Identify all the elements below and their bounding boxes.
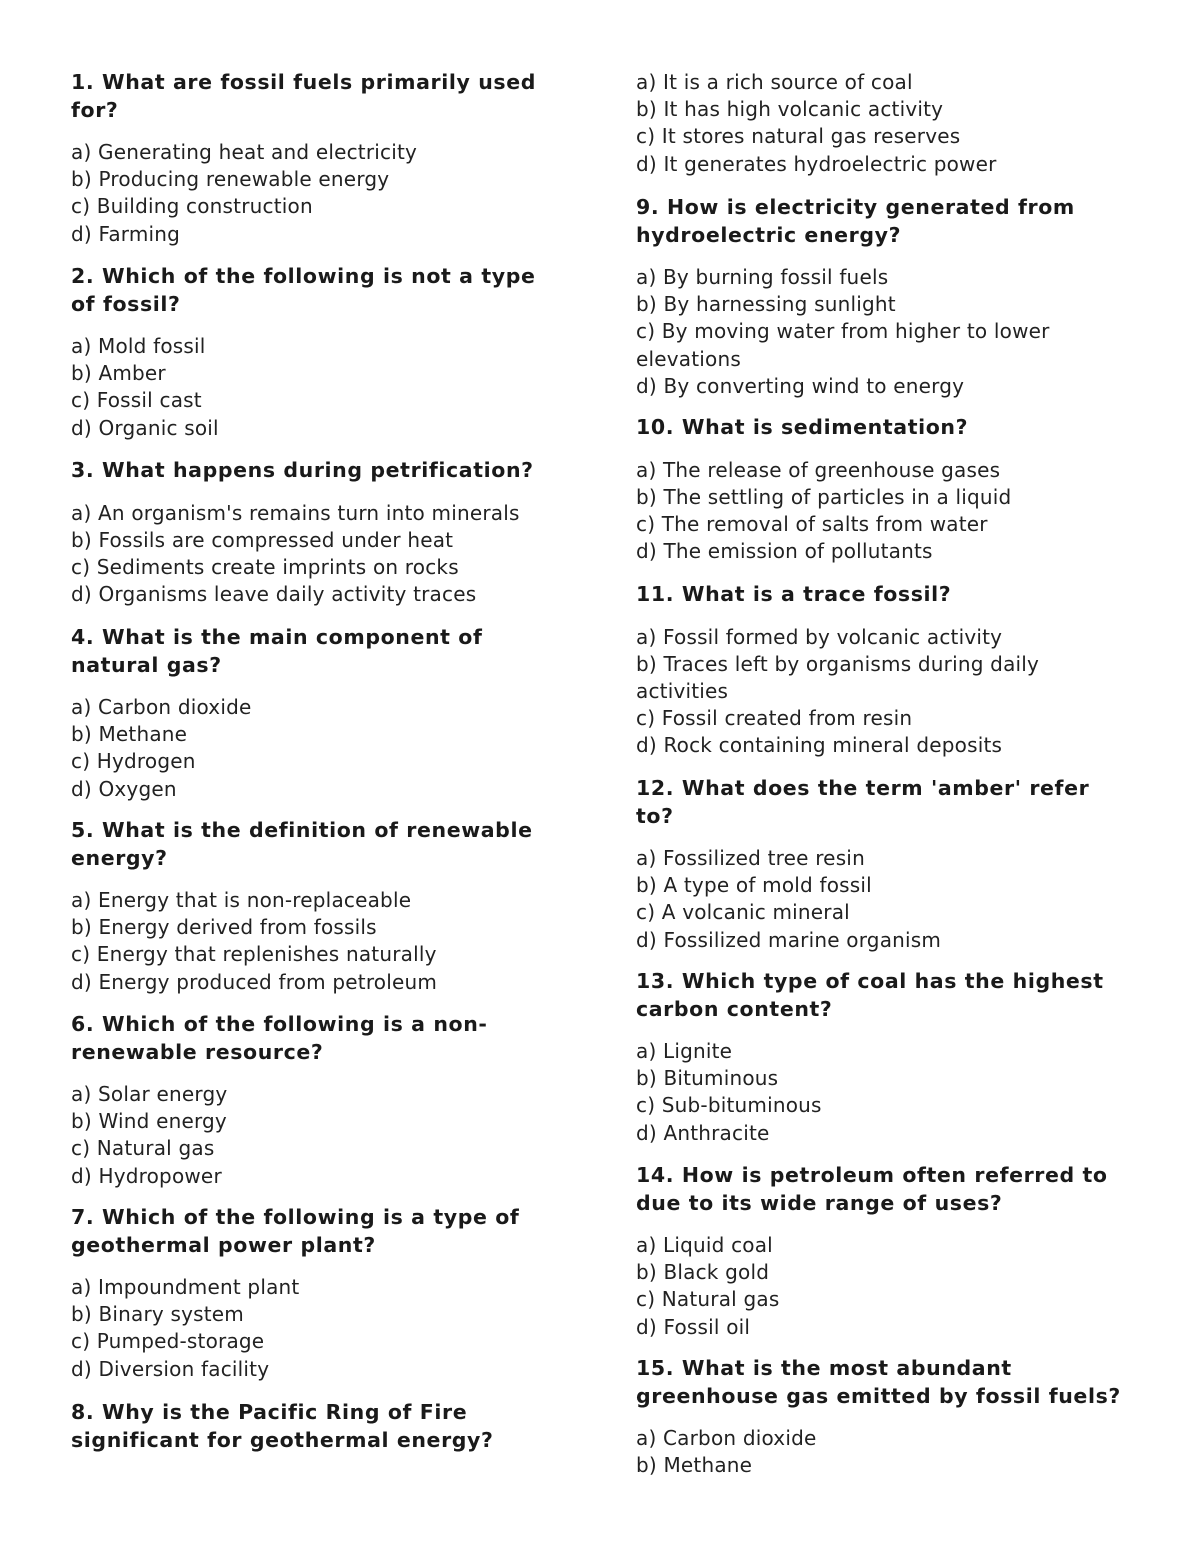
option: d) Diversion facility <box>71 1356 270 1381</box>
option: a) The release of greenhouse gases <box>636 457 1001 482</box>
option: d) Farming <box>71 221 181 246</box>
option: b) Energy derived from fossils <box>71 915 377 940</box>
option: d) Organic soil <box>71 415 219 440</box>
option: c) By moving water from higher to lower elevations <box>636 319 1050 371</box>
option: b) Traces left by organisms during daily activities <box>636 651 1040 703</box>
option: d) Anthracite <box>636 1120 770 1145</box>
question-title: 13. Which type of coal has the highest carbon content? <box>636 969 1104 1021</box>
option: d) Organisms leave daily activity traces <box>71 582 477 607</box>
question-title: 10. What is sedimentation? <box>636 415 969 439</box>
option: b) Amber <box>71 361 166 386</box>
option: c) Sediments create imprints on rocks <box>71 554 459 579</box>
option: a) Impoundment plant <box>71 1275 300 1299</box>
option: a) Mold fossil <box>71 334 206 358</box>
option: a) Fossilized tree resin <box>636 846 865 870</box>
option: a) Carbon dioxide <box>71 695 252 719</box>
question-13 <box>636 968 1131 1147</box>
question-6 <box>71 1011 561 1190</box>
option: b) Methane <box>636 1453 753 1478</box>
option: b) Wind energy <box>71 1109 227 1134</box>
question-7 <box>71 1204 561 1383</box>
option: d) The emission of pollutants <box>636 539 933 564</box>
question-title: 2. Which of the following is not a type of fossil? <box>71 264 536 316</box>
option: c) A volcanic mineral <box>636 900 850 925</box>
question-title: 12. What does the term 'amber' refer to? <box>636 776 1090 828</box>
option: d) Oxygen <box>71 776 177 801</box>
question-8-options <box>636 69 1131 178</box>
question-title: 6. Which of the following is a non-renewable resource? <box>71 1012 488 1064</box>
option: b) Producing renewable energy <box>71 167 390 192</box>
option: c) Building construction <box>71 194 313 219</box>
option: b) By harnessing sunlight <box>636 292 896 317</box>
option: b) Bituminous <box>636 1066 779 1091</box>
option: b) Fossils are compressed under heat <box>71 527 454 552</box>
question-4 <box>71 624 561 803</box>
option: c) Natural gas <box>636 1287 780 1312</box>
question-10 <box>636 414 1131 565</box>
option: c) Pumped-storage <box>71 1329 265 1354</box>
question-title: 1. What are fossil fuels primarily used for? <box>71 70 536 122</box>
option: c) Fossil created from resin <box>636 706 913 731</box>
option: c) Sub-bituminous <box>636 1093 822 1118</box>
option: d) Hydropower <box>71 1163 222 1188</box>
option: d) Fossil oil <box>636 1314 751 1339</box>
question-title: 8. Why is the Pacific Ring of Fire significant for geothermal energy? <box>71 1400 494 1452</box>
option: d) Energy produced from petroleum <box>71 969 438 994</box>
question-title: 9. How is electricity generated from hydroelectric energy? <box>636 195 1075 247</box>
option: a) Liquid coal <box>636 1233 773 1257</box>
option: b) Methane <box>71 722 188 747</box>
question-2 <box>71 263 561 442</box>
option: d) Fossilized marine organism <box>636 927 942 952</box>
option: c) Fossil cast <box>71 388 202 413</box>
option: c) Hydrogen <box>71 749 196 774</box>
question-title: 3. What happens during petrification? <box>71 458 534 482</box>
option: c) The removal of salts from water <box>636 511 988 536</box>
question-5 <box>71 817 561 996</box>
option: a) Energy that is non-replaceable <box>71 888 412 912</box>
option: b) Black gold <box>636 1260 770 1285</box>
question-title: 4. What is the main component of natural gas? <box>71 625 483 677</box>
option: c) Natural gas <box>71 1136 215 1161</box>
question-8 <box>71 1399 561 1454</box>
option: a) Lignite <box>636 1039 733 1063</box>
question-14 <box>636 1162 1131 1341</box>
option: b) The settling of particles in a liquid <box>636 484 1012 509</box>
option: b) Binary system <box>71 1302 244 1327</box>
question-title: 7. Which of the following is a type of geothermal power plant? <box>71 1205 520 1257</box>
question-title: 11. What is a trace fossil? <box>636 582 952 606</box>
question-11 <box>636 581 1131 760</box>
option: c) It stores natural gas reserves <box>636 124 961 149</box>
question-12 <box>636 775 1131 954</box>
option: a) It is a rich source of coal <box>636 70 913 94</box>
option: d) By converting wind to energy <box>636 373 965 398</box>
option: b) It has high volcanic activity <box>636 97 944 122</box>
question-9 <box>636 194 1131 400</box>
option: b) A type of mold fossil <box>636 873 872 898</box>
option: a) Fossil formed by volcanic activity <box>636 624 1003 649</box>
option: a) Generating heat and electricity <box>71 140 418 164</box>
question-1 <box>71 69 561 248</box>
option: d) It generates hydroelectric power <box>636 151 997 176</box>
option: c) Energy that replenishes naturally <box>71 942 437 967</box>
option: a) Solar energy <box>71 1082 228 1106</box>
question-15 <box>636 1355 1131 1479</box>
question-title: 14. How is petroleum often referred to due to its wide range of uses? <box>636 1163 1108 1215</box>
question-title: 15. What is the most abundant greenhouse gas emitted by fossil fuels? <box>636 1356 1121 1408</box>
option: a) Carbon dioxide <box>636 1426 817 1450</box>
option: d) Rock containing mineral deposits <box>636 733 1003 758</box>
option: a) By burning fossil fuels <box>636 265 889 289</box>
question-3 <box>71 457 561 608</box>
question-title: 5. What is the definition of renewable energy? <box>71 818 533 870</box>
option: a) An organism's remains turn into minerals <box>71 500 520 525</box>
